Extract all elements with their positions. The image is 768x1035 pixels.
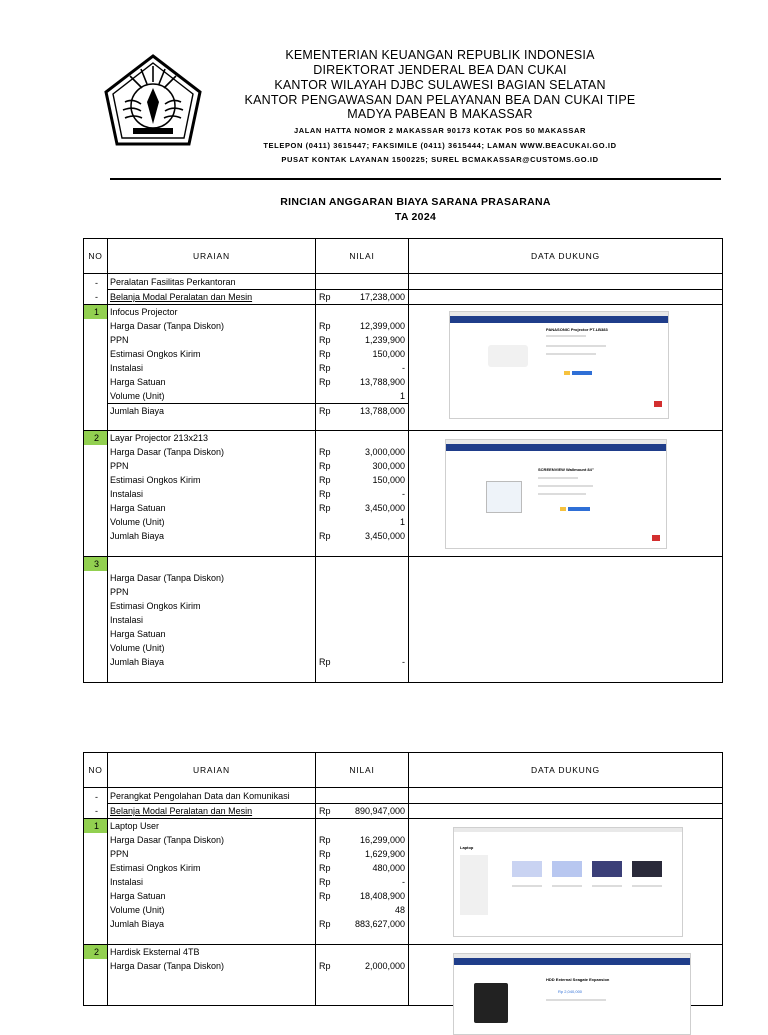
letterhead-ministry: KEMENTERIAN KEUANGAN REPUBLIK INDONESIA [285,48,595,62]
kemenkeu-logo [103,54,203,146]
total-label: Jumlah Biaya [110,919,165,929]
row-label: Harga Dasar (Tanpa Diskon) [110,835,225,845]
product-screenshot-screen [445,439,667,549]
header-nilai: NILAI [316,239,409,274]
row-value: 1 [399,391,405,401]
screenshot-product-title: PANASONIC Projector PT-LB383 [546,327,608,332]
header-no: NO [84,239,108,274]
row-label: Instalasi [110,489,144,499]
item-name [108,557,315,571]
row-label: Harga Satuan [110,891,166,901]
total-value: 3,450,000 [364,531,405,541]
row-label: PPN [110,587,129,597]
row-value: 1 [399,517,405,527]
budget-table-2 [83,752,723,1006]
projector-screen-image [486,481,522,513]
row-label: Harga Dasar (Tanpa Diskon) [110,573,225,583]
header-uraian: URAIAN [108,753,316,788]
letterhead-divider [110,178,721,180]
row-label: PPN [110,335,129,345]
row-label: Instalasi [110,615,144,625]
total-label: Jumlah Biaya [110,531,165,541]
document-year: TA 2024 [394,211,437,223]
row-label: Volume (Unit) [110,517,165,527]
table-row: 2 Hardisk Eksternal 4TB Harga Dasar (Tanpa Diskon) Rp 2,000,000 HDD External Seagate Expansion Rp 2,040,000 [84,945,723,1006]
section-dash: - [95,792,98,802]
product-screenshot-projector [449,311,669,419]
total-label: Jumlah Biaya [110,657,165,667]
item-number: 1 [84,305,107,319]
row-label: PPN [110,849,129,859]
header-uraian: URAIAN [108,239,316,274]
table-row: 1 Laptop User Harga Dasar (Tanpa Diskon) PPN Estimasi Ongkos Kirim Instalasi Harga Satuan Volume (Unit) Jumlah Biaya Rp 16,299,000 Rp 1,629,900 Rp 480,000 Rp - Rp 18,408,900 48 Rp 883,627,000 Laptop [84,819,723,945]
item-number: 2 [84,945,107,959]
header-data-dukung: DATA DUKUNG [409,239,723,274]
header-data-dukung: DATA DUKUNG [409,753,723,788]
item-number: 1 [84,819,107,833]
table-row: 1 Infocus Projector Harga Dasar (Tanpa Diskon) PPN Estimasi Ongkos Kirim Instalasi Harga Satuan Volume (Unit) Jumlah Biaya Rp 12,399,000 Rp 1,239,900 Rp 150,000 Rp - Rp 13,788,900 1 Rp 13,788,000 PANASONIC Projector PT-LB383 [84,305,723,431]
row-label: Estimasi Ongkos Kirim [110,601,201,611]
row-value: 3,000,000 [364,447,405,457]
row-label: PPN [110,461,129,471]
row-value: 3,450,000 [364,503,405,513]
budget-table-1 [83,238,723,683]
row-value: 480,000 [372,863,405,873]
row-label: Estimasi Ongkos Kirim [110,475,201,485]
row-value: 1,629,900 [364,849,405,859]
item-name: Infocus Projector [110,307,178,317]
header-nilai: NILAI [316,753,409,788]
letterhead-regional-office: KANTOR WILAYAH DJBC SULAWESI BAGIAN SELATAN [274,78,606,92]
letterhead-directorate: DIREKTORAT JENDERAL BEA DAN CUKAI [313,63,567,77]
header-no: NO [84,753,108,788]
row-label: Estimasi Ongkos Kirim [110,349,201,359]
row-label: Harga Satuan [110,377,166,387]
laptop-thumb-2 [552,861,582,877]
screenshot-product-title: HDD External Seagate Expansion [546,977,610,982]
total-value: 883,627,000 [354,919,405,929]
row-value: - [402,489,405,499]
row-label: Volume (Unit) [110,905,165,915]
letterhead-contact: PUSAT KONTAK LAYANAN 1500225; SUREL BCMAKASSAR@CUSTOMS.GO.ID [281,155,599,164]
row-label: Harga Satuan [110,503,166,513]
row-label: Harga Satuan [110,629,166,639]
row-value: 16,299,000 [359,835,405,845]
letterhead-phone: TELEPON (0411) 3615447; FAKSIMILE (0411) 3615444; LAMAN WWW.BEACUKAI.GO.ID [263,141,617,150]
laptop-thumb-1 [512,861,542,877]
product-screenshot-hdd [453,953,691,1035]
row-value: 13,788,900 [359,377,405,387]
document-title: RINCIAN ANGGARAN BIAYA SARANA PRASARANA [280,196,551,208]
belanja-label: Belanja Modal Peralatan dan Mesin [108,289,315,304]
letterhead-address: JALAN HATTA NOMOR 2 MAKASSAR 90173 KOTAK POS 50 MAKASSAR [293,126,587,135]
row-label: Harga Dasar (Tanpa Diskon) [110,961,225,971]
row-label: Harga Dasar (Tanpa Diskon) [110,447,225,457]
belanja-label: Belanja Modal Peralatan dan Mesin [108,803,315,818]
letterhead-office: KANTOR PENGAWASAN DAN PELAYANAN BEA DAN CUKAI TIPE [244,93,636,107]
screenshot-price: Rp 2,040,000 [558,989,583,994]
row-value: 1,239,900 [364,335,405,345]
laptop-thumb-3 [592,861,622,877]
screenshot-category-title: Laptop [460,845,474,850]
row-value: 150,000 [372,475,405,485]
row-label: Harga Dasar (Tanpa Diskon) [110,321,225,331]
item-name: Hardisk Eksternal 4TB [110,947,200,957]
total-value: 13,788,000 [359,406,405,416]
row-label: Estimasi Ongkos Kirim [110,863,201,873]
row-value: 2,000,000 [364,961,405,971]
hdd-image [474,983,508,1023]
row-value: - [402,363,405,373]
section-label: Peralatan Fasilitas Perkantoran [110,277,236,287]
row-label: Volume (Unit) [110,643,165,653]
projector-image [488,345,528,367]
total-label: Jumlah Biaya [108,403,315,418]
row-value: 12,399,000 [359,321,405,331]
row-label: Instalasi [110,363,144,373]
belanja-dash: - [95,806,98,816]
section-label: Perangkat Pengolahan Data dan Komunikasi [110,791,290,801]
total-value: - [402,657,405,667]
belanja-dash: - [95,292,98,302]
row-value: 300,000 [372,461,405,471]
row-label: Instalasi [110,877,144,887]
belanja-value: Rp 890,947,000 [316,803,408,818]
item-name: Laptop User [110,821,160,831]
item-number: 3 [84,557,107,571]
belanja-value: Rp 17,238,000 [316,289,408,304]
screenshot-product-title: SCREENVIEW Wallmount 84" [538,467,594,472]
item-number: 2 [84,431,107,445]
letterhead-office-2: MADYA PABEAN B MAKASSAR [347,107,533,121]
table-row: 2 Layar Projector 213x213 Harga Dasar (Tanpa Diskon) PPN Estimasi Ongkos Kirim Instalasi Harga Satuan Volume (Unit) Jumlah Biaya Rp 3,000,000 Rp 300,000 Rp 150,000 Rp - Rp 3,450,000 1 Rp 3,450,000 SCREENVIEW Wallmount 84" [84,431,723,557]
row-label: Volume (Unit) [110,391,165,401]
row-value: 48 [394,905,405,915]
table-row: 3 Harga Dasar (Tanpa Diskon) PPN Estimasi Ongkos Kirim Instalasi Harga Satuan Volume (Unit) Jumlah Biaya Rp - [84,557,723,683]
item-name: Layar Projector 213x213 [110,433,209,443]
row-value: 150,000 [372,349,405,359]
product-screenshot-laptop [453,827,683,937]
row-value: - [402,877,405,887]
section-dash: - [95,278,98,288]
row-value: 18,408,900 [359,891,405,901]
laptop-thumb-4 [632,861,662,877]
